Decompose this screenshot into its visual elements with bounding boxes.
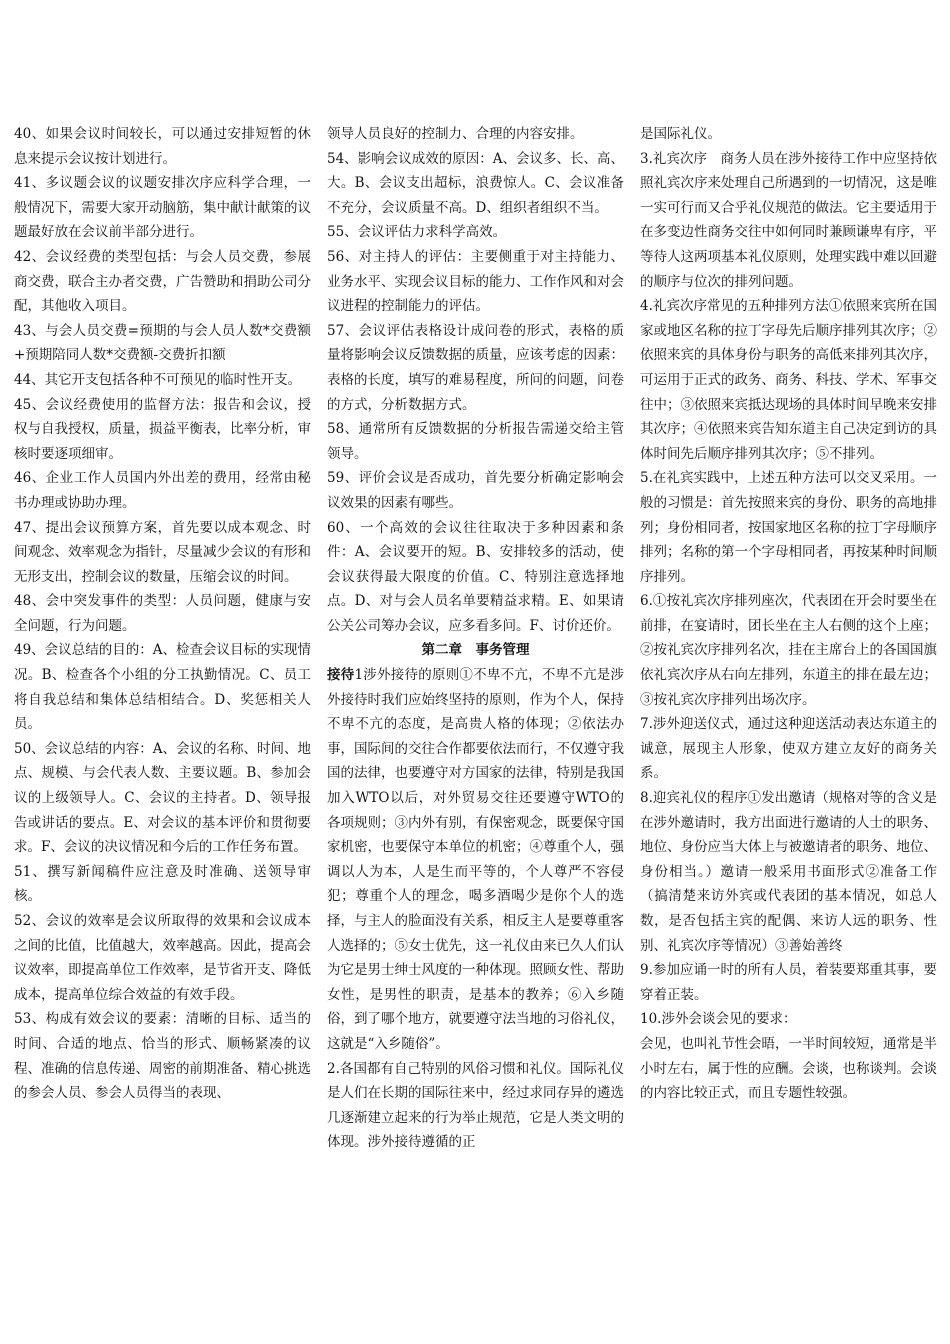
paragraph (327, 663, 624, 1057)
paragraph: 是国际礼仪。 (640, 126, 721, 142)
paragraph: 41、多议题会议的议题安排次序应科学合理，一般情况下，需要大家开动脑筋，集中献计献策的议题最好放在会议前半部分进行。 (14, 175, 311, 241)
paragraph: 54、影响会议成效的原因：A、会议多、长、高、大。B、会议支出超标，浪费惊人。C、会议准备不充分，会议质量不高。D、组织者组织不当。 (327, 150, 624, 216)
column-right (640, 122, 937, 1344)
paragraph: 42、会议经费的类型包括：与会人员交费，参展商交费，联合主办者交费，广告赞助和捐助公司分配，其他收入项目。 (14, 248, 311, 315)
paragraph: 5.在礼宾实践中，上述五种方法可以交叉采用。一般的习惯是：首先按照来宾的身份、职务的高地排列；身份相同者，按国家地区名称的拉丁字母顺序排列；名称的第一个字母相同者，再按某种时间顺序排列。 (640, 470, 937, 585)
paragraph: 7.涉外迎送仪式，通过这种迎送活动表达东道主的诚意，展现主人形象，使双方建立友好的商务关系。 (640, 716, 937, 782)
paragraph: 3.礼宾次序 商务人员在涉外接待工作中应坚持依照礼宾次序来处理自己所遇到的一切情况，这是唯一实可行而又合乎礼仪规范的做法。它主要适用于在多变边性商务交往中如何同时兼顾谦卑有序，平等待人这两项基本礼仪原则，处理实践中难以回避的顺序与位次的排列问题。 (640, 150, 937, 290)
paragraph: 47、提出会议预算方案，首先要以成本观念、时间观念、效率观念为指针，尽量减少会议的有形和无形支出，控制会议的数量，压缩会议的时间。 (14, 519, 311, 585)
paragraph: 45、会议经费使用的监督方法：报告和会议，授权与自我授权，质量，损益平衡表，比率分析，审核时要逐项细审。 (14, 396, 311, 462)
paragraph: 9.参加应诵一时的所有人员，着装要郑重其事，要穿着正装。 (640, 962, 937, 1003)
paragraph: 46、企业工作人员国内外出差的费用，经常由秘书办理或协助办理。 (14, 470, 311, 511)
paragraph: 60、一个高效的会议往往取决于多种因素和条件：A、会议要开的短。B、安排较多的活动，使会议获得最大限度的价值。C、特别注意选择地点。D、对与会人员名单要精益求精。E、如果请公关公司筹办会议，应多看多问。F、讨价还价。 (327, 519, 624, 634)
paragraph: 53、构成有效会议的要素：清晰的目标、适当的时间、合适的地点、恰当的形式、顺畅紧凑的议程、准确的信息传递、周密的前期准备、精心挑选的参会人员、参会人员得当的表现、 (14, 1011, 311, 1102)
paragraph: 48、会中突发事件的类型：人员问题，健康与安全问题，行为问题。 (14, 593, 311, 634)
section-lead-word: 接待 (327, 667, 355, 684)
chapter-heading: 第二章 事务管理 (421, 642, 530, 659)
paragraph: 领导人员良好的控制力、合理的内容安排。 (327, 126, 584, 142)
paragraph: 51、撰写新闻稿件应注意及时准确、送领导审核。 (14, 863, 311, 905)
paragraph: 43、与会人员交费=预期的与会人员人数*交费额+预期陪同人数*交费额-交费折扣额 (14, 322, 311, 364)
column-middle (327, 122, 624, 1344)
paragraph: 6.①按礼宾次序排列座次，代表团在开会时要坐在前排，在宴请时，团长坐在主人右侧的这个上座；②按礼宾次序排列名次，挂在主席台上的各国国旗依礼宾次序从右向左排列，东道主的排在最左边；③按礼宾次序排列出场次序。 (640, 593, 937, 708)
paragraph: 44、其它开支包括各种不可预见的临时性开支。 (14, 371, 302, 388)
column-left (14, 122, 311, 1344)
paragraph: 57、会议评估表格设计成问卷的形式，表格的质量将影响会议反馈数据的质量，应该考虑的因素：表格的长度，填写的难易程度，所问的问题，问卷的方式，分析数据方式。 (327, 322, 624, 413)
paragraph: 59、评价会议是否成功，首先要分析确定影响会议效果的因素有哪些。 (327, 470, 624, 511)
paragraph: 55、会议评估力求科学高效。 (327, 224, 507, 241)
paragraph-text: 1涉外接待的原则①不卑不亢，不卑不亢是涉外接待时我们应始终坚持的原则，作为个人，保持不卑不亢的态度，是高贵人格的体现；②依法办事，国际间的交往合作都要依法而行，不仅遵守我国的法律，也要遵守对方国家的法律，特别是我国加入WTO以后，对外贸易交往还要遵守WTO的各项规则；③内外有别，有保密观念，既要保守国家机密，也要保守本单位的机密；④尊重个人，强调以人为本，人是生而平等的，个人尊严不容侵犯；尊重个人的理念，喝多酒喝少是你个人的选择，与主人的脸面没有关系，相反主人是要尊重客人选择的；⑤女士优先，这一礼仪由来已久人们认为它是男士绅士风度的一种体现。照顾女性、帮助女性，是男性的职责，是基本的教养；⑥入乡随俗，到了哪个地方，就要遵守法当地的习俗礼仪，这就是“入乡随俗”。 (327, 667, 624, 1052)
paragraph: 10.涉外会谈会见的要求： (640, 1011, 797, 1028)
paragraph: 56、对主持人的评估：主要侧重于对主持能力、业务水平、实现会议目标的能力、工作作风和对会议进程的控制能力的评估。 (327, 248, 624, 315)
paragraph: 4.礼宾次序常见的五种排列方法①依照来宾所在国家或地区名称的拉丁字母先后顺序排列其次序；②依照来宾的具体身份与职务的高低来排列其次序，可运用于正式的政务、商务、科技、学术、军事交往中；③依照来宾抵达现场的具体时间早晚来安排其次序；④依照来宾告知东道主自己决定到访的具体时间先后顺序排列其次序；⑤不排列。 (640, 298, 937, 462)
paragraph: 58、通常所有反馈数据的分析报告需递交给主管领导。 (327, 421, 624, 462)
paragraph: 会见，也叫礼节性会晤，一半时间较短，通常是半小时左右，属于性的应酬。会谈，也称谈判。会谈的内容比较正式，而且专题性较强。 (640, 1035, 937, 1102)
paragraph: 49、会议总结的目的：A、检查会议目标的实现情况。B、检查各个小组的分工执勤情况。C、员工将自我总结和集体总结相结合。D、奖惩相关人员。 (14, 642, 311, 733)
paragraph: 2.各国都有自己特别的风俗习惯和礼仪。国际礼仪是人们在长期的国际往来中，经过求同存异的遴选几逐渐建立起来的行为举止规范，它是人类文明的体现。涉外接待遵循的正 (327, 1060, 624, 1151)
paragraph: 40、如果会议时间较长，可以通过安排短暂的休息来提示会议按计划进行。 (14, 126, 311, 167)
paragraph: 52、会议的效率是会议所取得的效果和会议成本之间的比值，比值越大，效率越高。因此，提高会议效率，即提高单位工作效率，是节省开支、降低成本，提高单位综合效益的有效手段。 (14, 913, 311, 1003)
paragraph: 8.迎宾礼仪的程序①发出邀请（规格对等的含义是在涉外邀请时，我方出面进行邀请的人士的职务、地位、身份应当大体上与被邀请者的职务、地位、身份相当。）邀请一般采用书面形式②准备工作（搞清楚来访外宾或代表团的基本情况，如总人数，是否包括主宾的配偶、来访人远的职务、性别、礼宾次序等情况）③善始善终 (640, 790, 937, 954)
paragraph: 50、会议总结的内容：A、会议的名称、时间、地点、规模、与会代表人数、主要议题。B、参加会议的上级领导人。C、会议的主持者。D、领导报告或讲话的要点。E、对会议的基本评价和贯彻要求。F、会议的决议情况和今后的工作任务布置。 (14, 740, 311, 856)
